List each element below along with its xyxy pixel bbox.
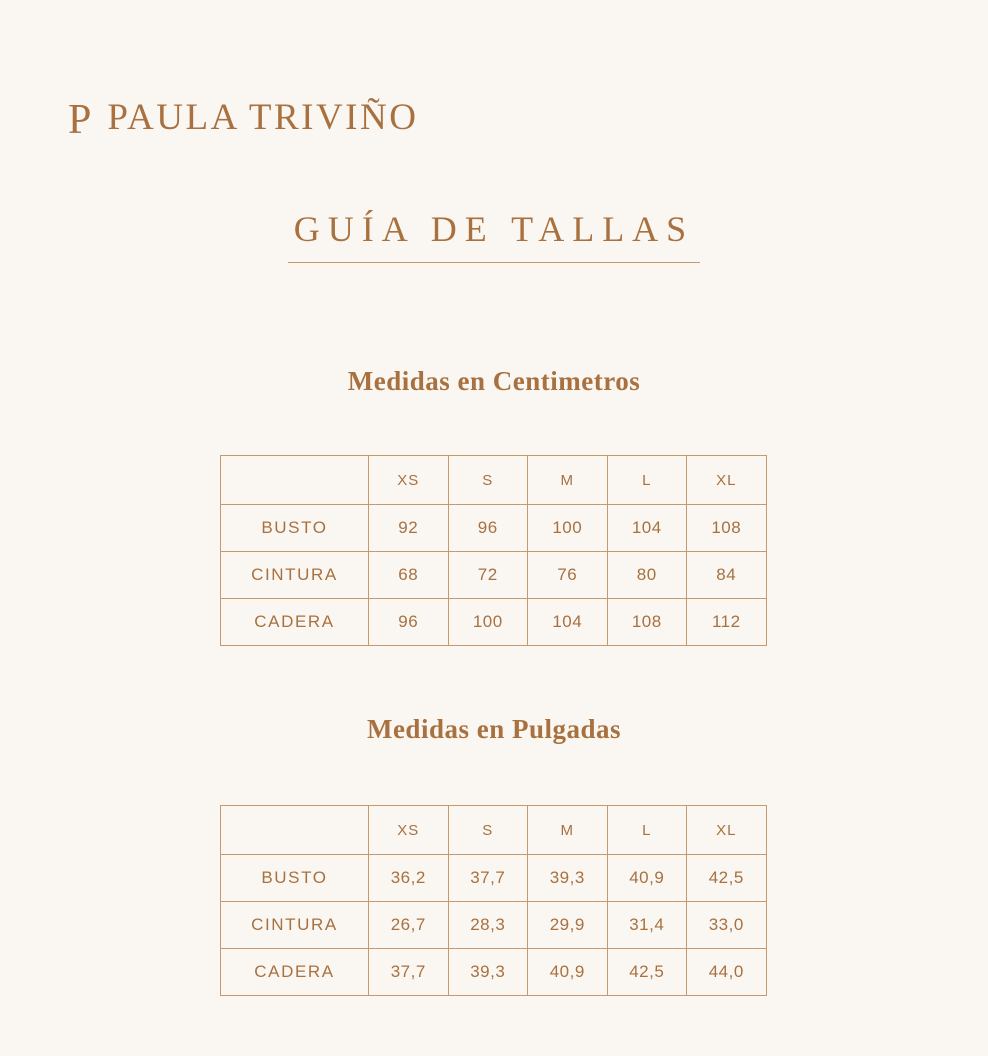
row-label-cintura: CINTURA — [221, 902, 369, 949]
cell-cadera-s: 39,3 — [448, 949, 528, 996]
cell-cadera-m: 104 — [528, 599, 608, 646]
size-table-pulgadas — [220, 805, 767, 996]
brand-name: PAULA TRIVIÑO — [107, 97, 419, 138]
cell-cadera-s: 100 — [448, 599, 528, 646]
cell-cadera-xs: 37,7 — [369, 949, 449, 996]
cell-busto-s: 37,7 — [448, 855, 528, 902]
cell-busto-l: 104 — [607, 505, 687, 552]
row-label-busto: BUSTO — [221, 855, 369, 902]
row-label-cintura: CINTURA — [221, 552, 369, 599]
row-label-busto: BUSTO — [221, 505, 369, 552]
cell-busto-m: 39,3 — [528, 855, 608, 902]
table-header-row — [221, 456, 767, 505]
cell-cintura-s: 72 — [448, 552, 528, 599]
cell-busto-l: 40,9 — [607, 855, 687, 902]
cell-cintura-m: 29,9 — [528, 902, 608, 949]
column-header-s: S — [448, 806, 528, 855]
page-title-container — [0, 208, 988, 263]
cell-cintura-xl: 33,0 — [687, 902, 767, 949]
table-row — [221, 949, 767, 996]
table-row — [221, 855, 767, 902]
cell-cintura-l: 31,4 — [607, 902, 687, 949]
page-title: GUÍA DE TALLAS — [288, 208, 700, 263]
table-corner-cell — [221, 456, 369, 505]
cell-cintura-xl: 84 — [687, 552, 767, 599]
size-table-centimeters — [220, 455, 767, 646]
cell-busto-xl: 108 — [687, 505, 767, 552]
column-header-xs: XS — [369, 806, 449, 855]
row-label-cadera: CADERA — [221, 599, 369, 646]
cell-cadera-xl: 112 — [687, 599, 767, 646]
column-header-l: L — [607, 806, 687, 855]
cell-busto-s: 96 — [448, 505, 528, 552]
table-row — [221, 552, 767, 599]
cell-cintura-m: 76 — [528, 552, 608, 599]
cell-cadera-xs: 96 — [369, 599, 449, 646]
column-header-s: S — [448, 456, 528, 505]
table-row — [221, 599, 767, 646]
cell-busto-xs: 92 — [369, 505, 449, 552]
table-corner-cell — [221, 806, 369, 855]
section-heading-pulgadas: Medidas en Pulgadas — [366, 714, 622, 744]
section-heading-centimeters: Medidas en Centimetros — [347, 366, 641, 396]
cell-busto-m: 100 — [528, 505, 608, 552]
cell-cintura-s: 28,3 — [448, 902, 528, 949]
table-header-row — [221, 806, 767, 855]
table-row — [221, 505, 767, 552]
cell-cadera-l: 108 — [607, 599, 687, 646]
cell-cintura-xs: 26,7 — [369, 902, 449, 949]
table-row — [221, 902, 767, 949]
cell-cintura-l: 80 — [607, 552, 687, 599]
cell-busto-xl: 42,5 — [687, 855, 767, 902]
column-header-l: L — [607, 456, 687, 505]
cell-cintura-xs: 68 — [369, 552, 449, 599]
cell-cadera-xl: 44,0 — [687, 949, 767, 996]
cell-cadera-m: 40,9 — [528, 949, 608, 996]
brand-monogram-icon: P — [68, 96, 92, 143]
column-header-m: M — [528, 456, 608, 505]
cell-busto-xs: 36,2 — [369, 855, 449, 902]
column-header-xs: XS — [369, 456, 449, 505]
column-header-xl: XL — [687, 456, 767, 505]
column-header-xl: XL — [687, 806, 767, 855]
row-label-cadera: CADERA — [221, 949, 369, 996]
column-header-m: M — [528, 806, 608, 855]
cell-cadera-l: 42,5 — [607, 949, 687, 996]
brand-logo — [68, 96, 419, 143]
